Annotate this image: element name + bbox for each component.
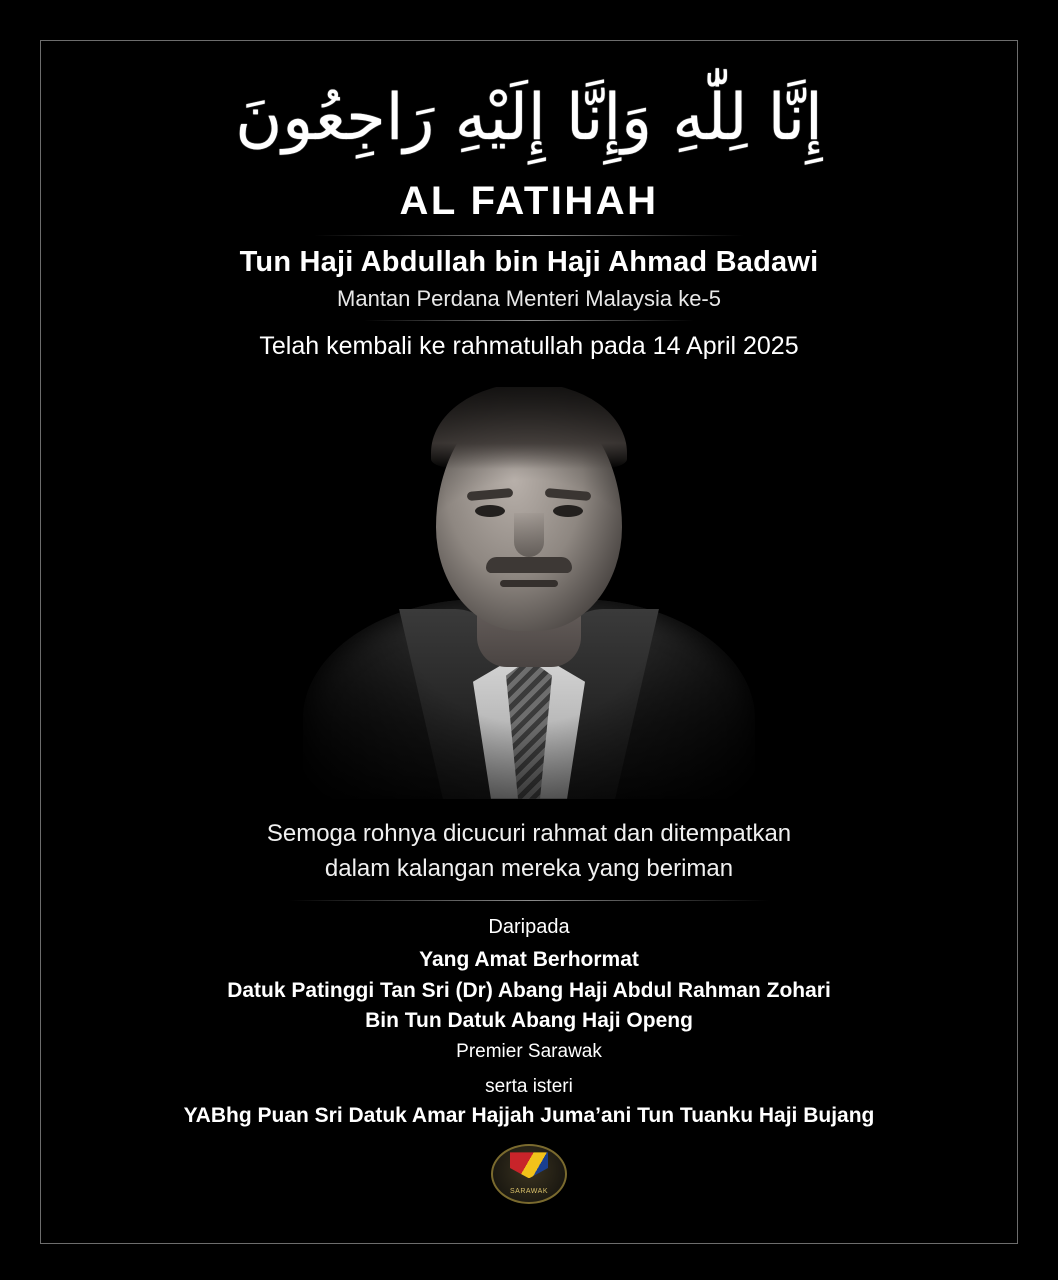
spouse-name: YABhg Puan Sri Datuk Amar Hajjah Juma’ani Tun Tuanku Haji Bujang: [183, 1104, 875, 1128]
eye-left: [475, 505, 505, 517]
portrait-illustration: [299, 387, 759, 799]
moustache-shape: [486, 557, 572, 573]
deceased-role: Mantan Perdana Menteri Malaysia ke-5: [337, 285, 721, 311]
nose-shape: [514, 513, 544, 557]
sender-honorific: Yang Amat Berhormat: [419, 948, 639, 972]
mouth-shape: [500, 580, 558, 587]
passing-statement: Telah kembali ke rahmatullah pada 14 April 2025: [259, 331, 799, 360]
sarawak-crest-icon: [491, 1144, 567, 1204]
prayer-line-2: dalam kalangan mereka yang beriman: [324, 854, 734, 882]
from-label: Daripada: [488, 916, 570, 939]
deceased-name: Tun Haji Abdullah bin Haji Ahmad Badawi: [239, 245, 819, 278]
divider-top: [314, 235, 744, 236]
crest-label: SARAWAK: [510, 1188, 548, 1196]
poster-content: [28, 30, 1030, 1250]
arabic-calligraphy: إِنَّا لِلّٰهِ وَإِنَّا إِلَيْهِ رَاجِعُونَ: [235, 81, 823, 155]
prayer-line-1: Semoga rohnya dicucuri rahmat dan ditempatkan: [266, 819, 792, 847]
divider-before-sender: [289, 900, 769, 901]
hair-shape: [431, 387, 627, 469]
divider-under-role: [364, 320, 694, 321]
sender-name-line-2: Bin Tun Datuk Abang Haji Openg: [365, 1009, 693, 1033]
page-title: AL FATIHAH: [399, 178, 659, 223]
eye-right: [553, 505, 583, 517]
spouse-label: serta isteri: [485, 1076, 573, 1098]
portrait-photo: [299, 387, 759, 799]
sender-title: Premier Sarawak: [456, 1041, 602, 1063]
sender-name-line-1: Datuk Patinggi Tan Sri (Dr) Abang Haji Abdul Rahman Zohari: [227, 978, 831, 1002]
